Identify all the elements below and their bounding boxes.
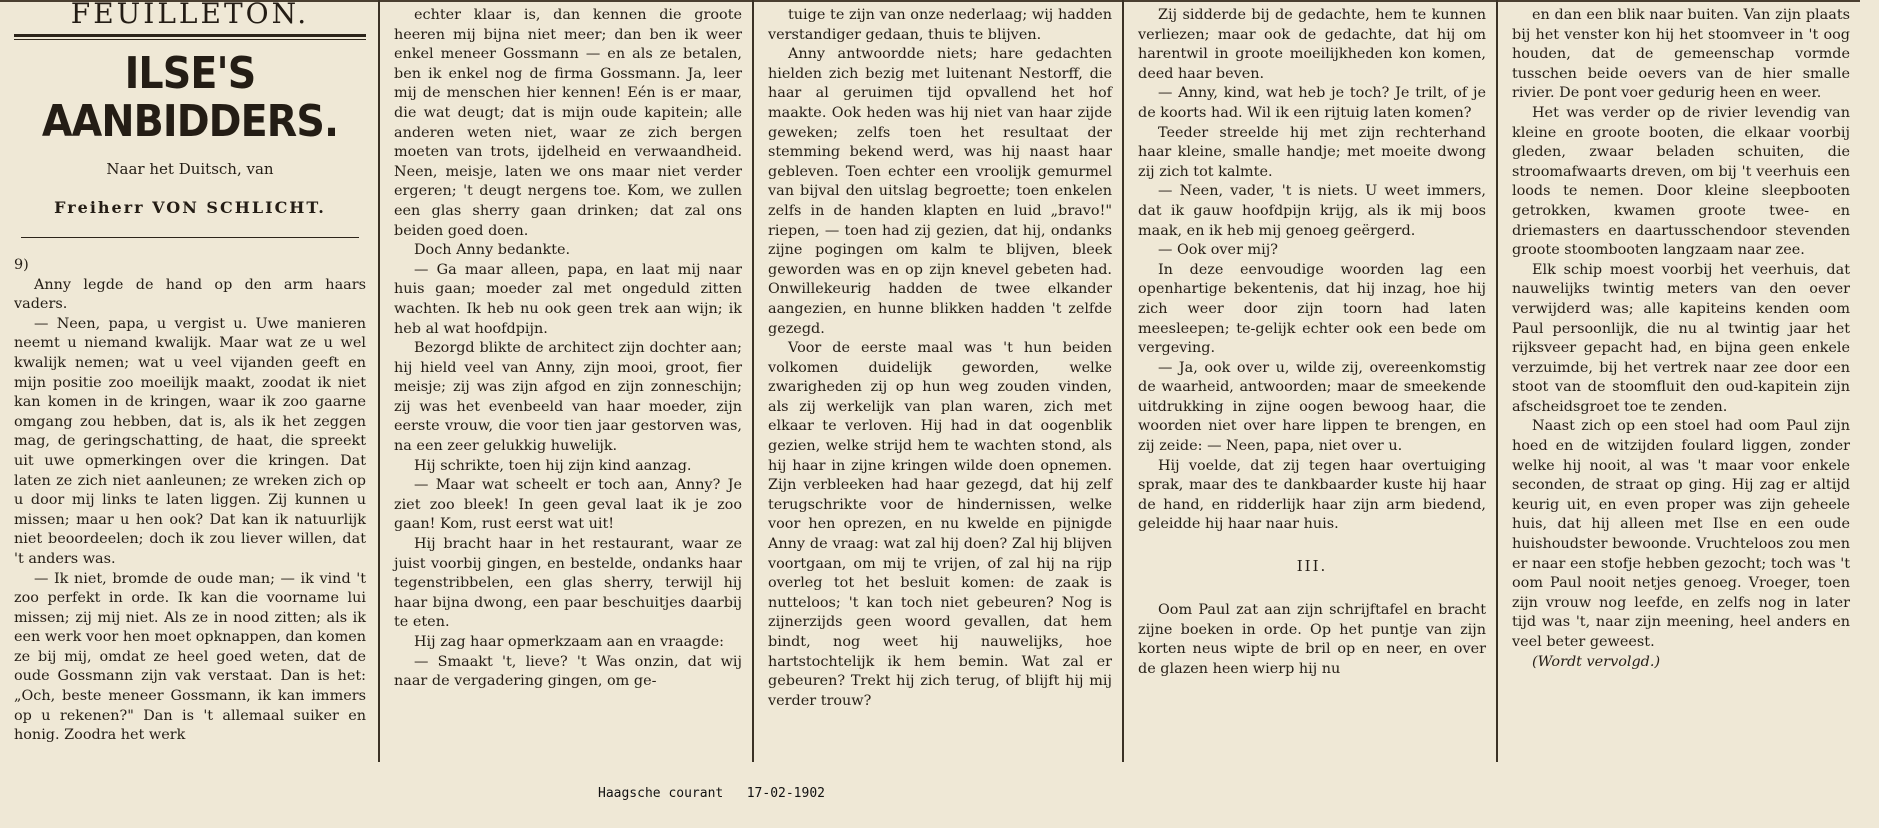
paragraph: Zij sidderde bij de gedachte, hem te kunnen verliezen; maar ook de gedachte, dat hij om harentwil in groote moeilijkheden kon komen, deed haar beven.	[1138, 7, 1486, 82]
to-be-continued: (Wordt vervolgd.)	[1532, 653, 1661, 670]
paragraph: — Neen, papa, u vergist u. Uwe manieren neemt u niemand kwalijk. Maar wat ze u wel kwalijk nemen; wat u veel vijanden geeft en mijn positie zoo moeilijk maakt, zoodat ik niet kan komen in de kringen, waar ik zoo gaarne omgang zou hebben, dat is, als ik het zeggen mag, de geringschatting, de haat, die spreekt uit uwe opmerkingen over die kringen. Dat laten ze zich niet aanleunen; ze wreken zich op u door mij links te laten liggen. Zij kunnen u missen; maar u hen ook? Dat kan ik natuurlijk niet beoordeelen; doch ik zou liever willen, dat 't anders was.	[14, 315, 366, 567]
paragraph: Anny legde de hand op den arm haars vaders.	[14, 276, 366, 313]
paragraph: — Ik niet, bromde de oude man; — ik vind 't zoo perfekt in orde. Ik kan die voorname lui missen; zij mij niet. Als ze in nood zitten; als ik een werk voor hen moet opknappen, dan komen ze bij mij, omdat ze heel goed weten, dat de oude Gossmann zijn vak verstaat. Dan is het: „Och, beste meneer Gossmann, ik kan immers op u rekenen?" Dan is 't allemaal suiker en honig. Zoodra het werk	[14, 570, 366, 744]
paragraph: Elk schip moest voorbij het veerhuis, dat nauwelijks twintig meters van den oever verwijderd was; alle kapiteins kenden oom Paul persoonlijk, die nu al twintig jaar het rijksveer gepacht had, en bijna geen enkele verzuimde, bij het vertrek naar zee door een stoot van de stoomfluit den oud-kapitein zijn afscheidsgroet toe te zenden.	[1512, 261, 1850, 415]
paragraph: Hij zag haar opmerkzaam aan en vraagde:	[414, 634, 724, 650]
paragraph: — Smaakt 't, lieve? 't Was onzin, dat wij naar de vergadering gingen, om ge-	[394, 653, 742, 690]
paragraph: — Ja, ook over u, wilde zij, overeenkomstig de waarheid, antwoorden; maar de smeekende uitdrukking in zijne oogen bewoog haar, die woorden niet over hare lippen te brengen, en zij zeide: — Neen, papa, niet over u.	[1138, 359, 1486, 455]
paragraph: — Ook over mij?	[1158, 242, 1278, 259]
author-name: Freiherr VON SCHLICHT.	[54, 198, 326, 217]
column-4-text	[1138, 6, 1486, 535]
paragraph: Doch Anny bedankte.	[414, 242, 571, 259]
column-4	[1124, 0, 1496, 760]
column-1	[0, 0, 376, 760]
paragraph: Voor de eerste maal was 't hun beiden volkomen duidelijk geworden, welke zwarigheden zij op hun weg zouden vinden, als zij werkelijk van plan waren, zich met elkaar te verloven. Hij had in dat oogenblik gezien, welke strijd hem te wachten stond, als hij haar in zijne kringen wilde doen opnemen. Zijn verbleeken had haar gezegd, dat hij zelf terugschrikte voor de hindernissen, welke voor hen oprezen, en nu kwelde en pijnigde Anny de vraag: wat zal hij doen? Zal hij blijven voortgaan, om mij te vrijen, of zal hij na rijp overleg tot het besluit komen: de zaak is nutteloos; 't kan toch niet gebeuren? Nog is zijnerzijds geen woord gevallen, dat hem bindt, nog weet hij nauwelijks, hoe hartstochtelijk ik hem bemin. Wat zal er gebeuren? Trekt hij zich terug, of blijft hij mij verder trouw?	[768, 340, 1112, 709]
paragraph: Teeder streelde hij met zijn rechterhand haar kleine, smalle handje; met moeite dwong zij zich tot kalmte.	[1138, 124, 1486, 180]
column-3-text	[768, 6, 1112, 711]
story-title: ILSE'S AANBIDDERS.	[41, 48, 339, 147]
caption-date: 17-02-1902	[746, 786, 825, 801]
column-2-text	[394, 6, 742, 692]
paragraph: — Neen, vader, 't is niets. U weet immers, dat ik gauw hoofdpijn krijg, als ik mij boos maak, en ik heb mij genoeg geërgerd.	[1138, 183, 1486, 239]
paragraph: — Anny, kind, wat heb je toch? Je trilt, of je de koorts had. Wil ik een rijtuig laten komen?	[1138, 85, 1486, 121]
author-rule	[21, 237, 359, 238]
paragraph: en dan een blik naar buiten. Van zijn plaats bij het venster kon hij het stoomveer in 't oog houden, dat de gemeenschap vormde tusschen beide oevers van de hier smalle rivier. De pont voer gedurig heen en weer.	[1512, 7, 1850, 102]
source-caption	[598, 786, 825, 801]
paragraph: Bezorgd blikte de architect zijn dochter aan; hij hield veel van Anny, zijn mooi, groot, fier meisje; zij was zijn afgod en zijn zonneschijn; zij was het evenbeeld van haar moeder, zijn eerste vrouw, die voor tien jaar gestorven was, na een zeer gelukkig huwelijk.	[394, 340, 742, 455]
column-5-text	[1512, 6, 1850, 653]
paragraph: — Ga maar alleen, papa, en laat mij naar huis gaan; moeder zal met ongeduld zitten wachten. Ik heb nu ook geen trek aan wijn; ik heb al wat hoofdpijn.	[394, 261, 742, 337]
paragraph: Oom Paul zat aan zijn schrijftafel en bracht zijne boeken in orde. Op het puntje van zijn korten neus wipte de bril op en neer, en over de glazen heen wierp hij nu	[1138, 602, 1486, 677]
paragraph: Hij bracht haar in het restaurant, waar ze juist voorbij gingen, en bestelde, ondanks haar tegenstribbelen, een glas sherry, terwijl hij haar bijna dwong, een paar beschuitjes daarbij te eten.	[394, 536, 742, 631]
column-3	[754, 0, 1122, 760]
column-4-text-after-chapter	[1138, 601, 1486, 679]
paragraph: Naast zich op een stoel had oom Paul zijn hoed en de witzijden foulard liggen, zonder welke hij nooit, al was 't maar voor enkele seconden, de straat op ging. Hij zag er altijd keurig uit, en even proper was zijn geheele huis, dat hij alleen met Ilse en een oude huishoudster bewoonde. Vruchteloos zou men er naar een stofje hebben gezocht; toch was 't oom Paul nooit netjes genoeg. Vroeger, toen zijn vrouw nog leefde, en zelfs nog in later tijd was 't, naar zijn meening, heel anders en veel beter geweest.	[1512, 418, 1850, 650]
paragraph: Hij voelde, dat zij tegen haar overtuiging sprak, maar des te dankbaarder kuste hij haar de hand, en ridderlijk haar zijn arm biedend, geleidde hij haar naar huis.	[1138, 457, 1486, 533]
paragraph: Hij schrikte, toen hij zijn kind aanzag.	[414, 457, 692, 474]
heading-rule	[14, 34, 366, 37]
column-1-text	[14, 276, 366, 746]
paragraph: Anny antwoordde niets; hare gedachten hielden zich bezig met luitenant Nestorff, die haar al geruimen tijd opvallend het hof maakte. Ook heden was hij niet van haar zijde geweken; zelfs toen het resultaat der stemming bekend werd, was hij naast haar gebleven. Toen echter een vroolijk gemurmel van bijval den uitslag begroette; toen enkelen zelfs in de handen klapten en luid „bravo!" riepen, — toen had zij gezien, dat hij, ondanks zijne pogingen om kalm te blijven, bleek geworden was en op zijn knevel gebeten had. Onwillekeurig hadden de twee elkander aangezien, en hunne blikken hadden 't zelfde gezegd.	[768, 46, 1112, 337]
installment-number: 9)	[14, 257, 29, 273]
section-heading: FEUILLETON.	[70, 0, 310, 30]
heading-rule-thin	[14, 39, 366, 40]
column-5	[1498, 0, 1860, 760]
paragraph: echter klaar is, dan kennen die groote heeren mij bijna niet meer; dan ben ik weer enkel meneer Gossmann — en als ze betalen, ben ik enkel nog de firma Gossmann. Ja, leer mij de menschen hier kennen! Eén is er maar, die wat deugt; dat is mijn oude kapitein; alle anderen weten niet, waar ze zich bergen moeten van trots, ijdelheid en verwaandheid. Neen, meisje, laten we ons maar niet verder ergeren; 't deugt nergens toe. Kom, we zullen een glas sherry gaan drinken; dat zal ons beiden goed doen.	[394, 7, 742, 239]
paragraph: Het was verder op de rivier levendig van kleine en groote booten, die elkaar voorbij gleden, zwaar beladen schuiten, die stroomafwaarts dreven, om bij 't veerhuis een loods te nemen. Door kleine sleepbooten getrokken, kwamen groote twee- en driemasters en daartusschendoor stevenden groote stoombooten langzaam naar zee.	[1512, 104, 1850, 259]
column-2	[380, 0, 752, 760]
caption-newspaper: Haagsche courant	[598, 786, 724, 801]
chapter-heading: III.	[1296, 557, 1328, 576]
translation-note: Naar het Duitsch, van	[106, 160, 274, 178]
paragraph: tuige te zijn van onze nederlaag; wij hadden verstandiger gedaan, thuis te blijven.	[768, 7, 1112, 43]
paragraph: In deze eenvoudige woorden lag een openhartige bekentenis, dat hij inzag, hoe hij zich weer door zijn toorn had laten meesleepen; te-gelijk echter ook een bede om vergeving.	[1138, 261, 1486, 357]
paragraph: — Maar wat scheelt er toch aan, Anny? Je ziet zoo bleek! In geen geval laat ik je zoo gaan! Kom, rust eerst wat uit!	[394, 477, 742, 533]
